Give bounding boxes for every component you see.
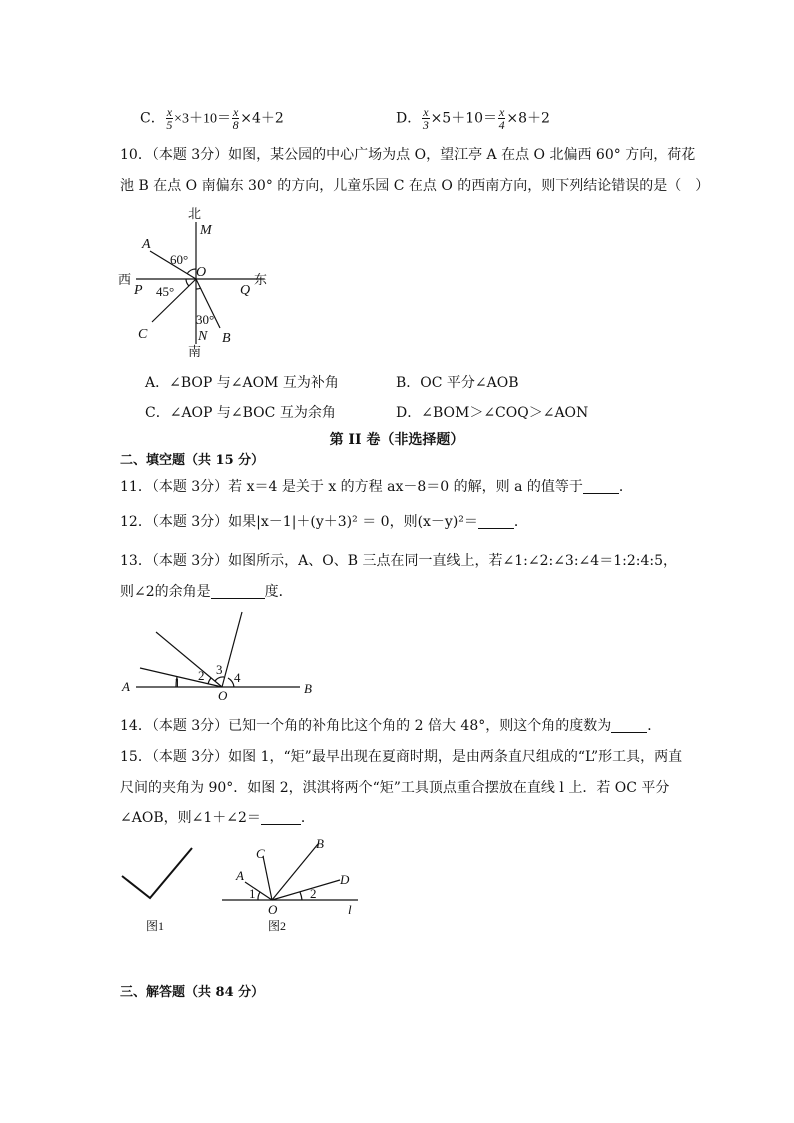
arc-1: [258, 892, 260, 900]
label-b: B: [222, 331, 231, 346]
arc-2: [300, 892, 302, 900]
label-o: O: [218, 688, 228, 702]
part2-title: 第 II 卷（非选择题）: [329, 432, 465, 448]
ray-oc: [263, 856, 272, 900]
q15-figures: [112, 836, 372, 940]
label-b: B: [316, 836, 324, 851]
label-angle-2: 2: [198, 668, 205, 683]
label-60: 60°: [170, 252, 189, 267]
answer-blank: [583, 479, 619, 494]
answer-blank: [478, 514, 514, 529]
label-l: l: [348, 902, 352, 917]
q10-line1: 10．（本题 3分）如图，某公园的中心广场为点 O，望江亭 A 在点 O 北偏西 60° 方向，荷花: [120, 147, 696, 163]
label-a: A: [122, 679, 130, 694]
fig1-l-shape: [122, 848, 192, 898]
label-east: 东: [254, 272, 268, 287]
ray-od: [272, 880, 340, 900]
q14: 14．（本题 3分）已知一个角的补角比这个角的 2 倍大 48°，则这个角的度数为 ．: [120, 718, 662, 734]
q13-line2: 则∠2的余角是 度．: [120, 584, 293, 600]
fraction: $\frac{x}{3}$: [422, 105, 429, 132]
label-d: D: [340, 872, 350, 887]
label-angle-1: 1: [249, 886, 256, 901]
q15-line2: 尺间的夹角为 90°．如图 2，淇淇将两个“矩”工具顶点重合摆放在直线 l 上．若 OC 平分: [120, 780, 670, 796]
label-north: 北: [188, 206, 202, 221]
label-o: O: [268, 902, 278, 917]
label-p: P: [134, 283, 143, 298]
label-angle-3: 3: [216, 662, 223, 677]
q15-line3: ∠AOB，则∠1＋∠2＝ ．: [120, 810, 315, 826]
q10-line2: 池 B 在点 O 南偏东 30° 的方向，儿童乐园 C 在点 O 的西南方向，则下列结论错误的是（ ）: [120, 178, 710, 194]
fraction: $\frac{x}{8}$: [232, 105, 239, 132]
answer-section-heading: 三、解答题（共 84 分）: [120, 985, 265, 1000]
q9-option-d: D． $\frac{x}{3}$ ×5＋10＝ $\frac{x}{4}$ ×8＋2: [396, 105, 550, 132]
fill-blank-section-heading: 二、填空题（共 15 分）: [120, 453, 265, 468]
caption-fig1: 图1: [146, 919, 165, 933]
fraction: $\frac{x}{5}$: [166, 105, 173, 132]
arc-30: [196, 288, 201, 289]
fraction: $\frac{x}{4}$: [498, 105, 505, 132]
q9-option-c: C． $\frac{x}{5}$ ×3＋10＝ $\frac{x}{8}$ ×4＋2: [140, 105, 284, 132]
label-angle-1: 1: [174, 675, 181, 690]
label-30: 30°: [196, 312, 215, 327]
label-c: C: [138, 327, 148, 342]
label-angle-4: 4: [234, 670, 241, 685]
label-q: Q: [240, 283, 251, 298]
answer-blank: [211, 584, 265, 599]
q11: 11．（本题 3分）若 x＝4 是关于 x 的方程 ax－8＝0 的解，则 a 的值等于 ．: [120, 479, 633, 495]
label-45: 45°: [156, 284, 175, 299]
q10-option-b: B．OC 平分∠AOB: [396, 375, 519, 391]
label-south: 南: [188, 344, 202, 359]
answer-blank: [611, 718, 647, 733]
q10-compass-figure: [112, 204, 282, 364]
q13-angle-figure: [118, 610, 328, 702]
arc-3: [215, 677, 224, 681]
label-west: 西: [118, 272, 132, 287]
label-a: A: [236, 868, 244, 883]
arc-2: [208, 678, 211, 684]
label-o: O: [196, 265, 207, 280]
q12: 12．（本题 3分）如果|x－1|＋(y＋3)² ＝ 0，则(x－y)²＝ ．: [120, 514, 528, 530]
q15-line1: 15．（本题 3分）如图 1，“矩”最早出现在夏商时期，是由两条直尺组成的“L”形工具，两直: [120, 749, 683, 765]
arc-45: [186, 279, 189, 286]
arc-60: [187, 269, 196, 274]
caption-fig2: 图2: [268, 919, 287, 933]
label-a: A: [142, 237, 151, 252]
q13-line1: 13．（本题 3分）如图所示，A、O、B 三点在同一直线上，若∠1:∠2:∠3:∠4＝1:2:4:5，: [120, 553, 677, 569]
answer-blank: [261, 810, 301, 825]
label-n: N: [198, 329, 208, 344]
label-m: M: [200, 223, 212, 238]
q10-option-c: C．∠AOP 与∠BOC 互为余角: [145, 405, 336, 421]
q10-option-d: D．∠BOM＞∠COQ＞∠AON: [396, 405, 589, 421]
q10-option-a: A．∠BOP 与∠AOM 互为补角: [145, 375, 339, 391]
label-b: B: [304, 681, 312, 696]
label-c: C: [256, 846, 265, 861]
label-angle-2: 2: [310, 886, 317, 901]
